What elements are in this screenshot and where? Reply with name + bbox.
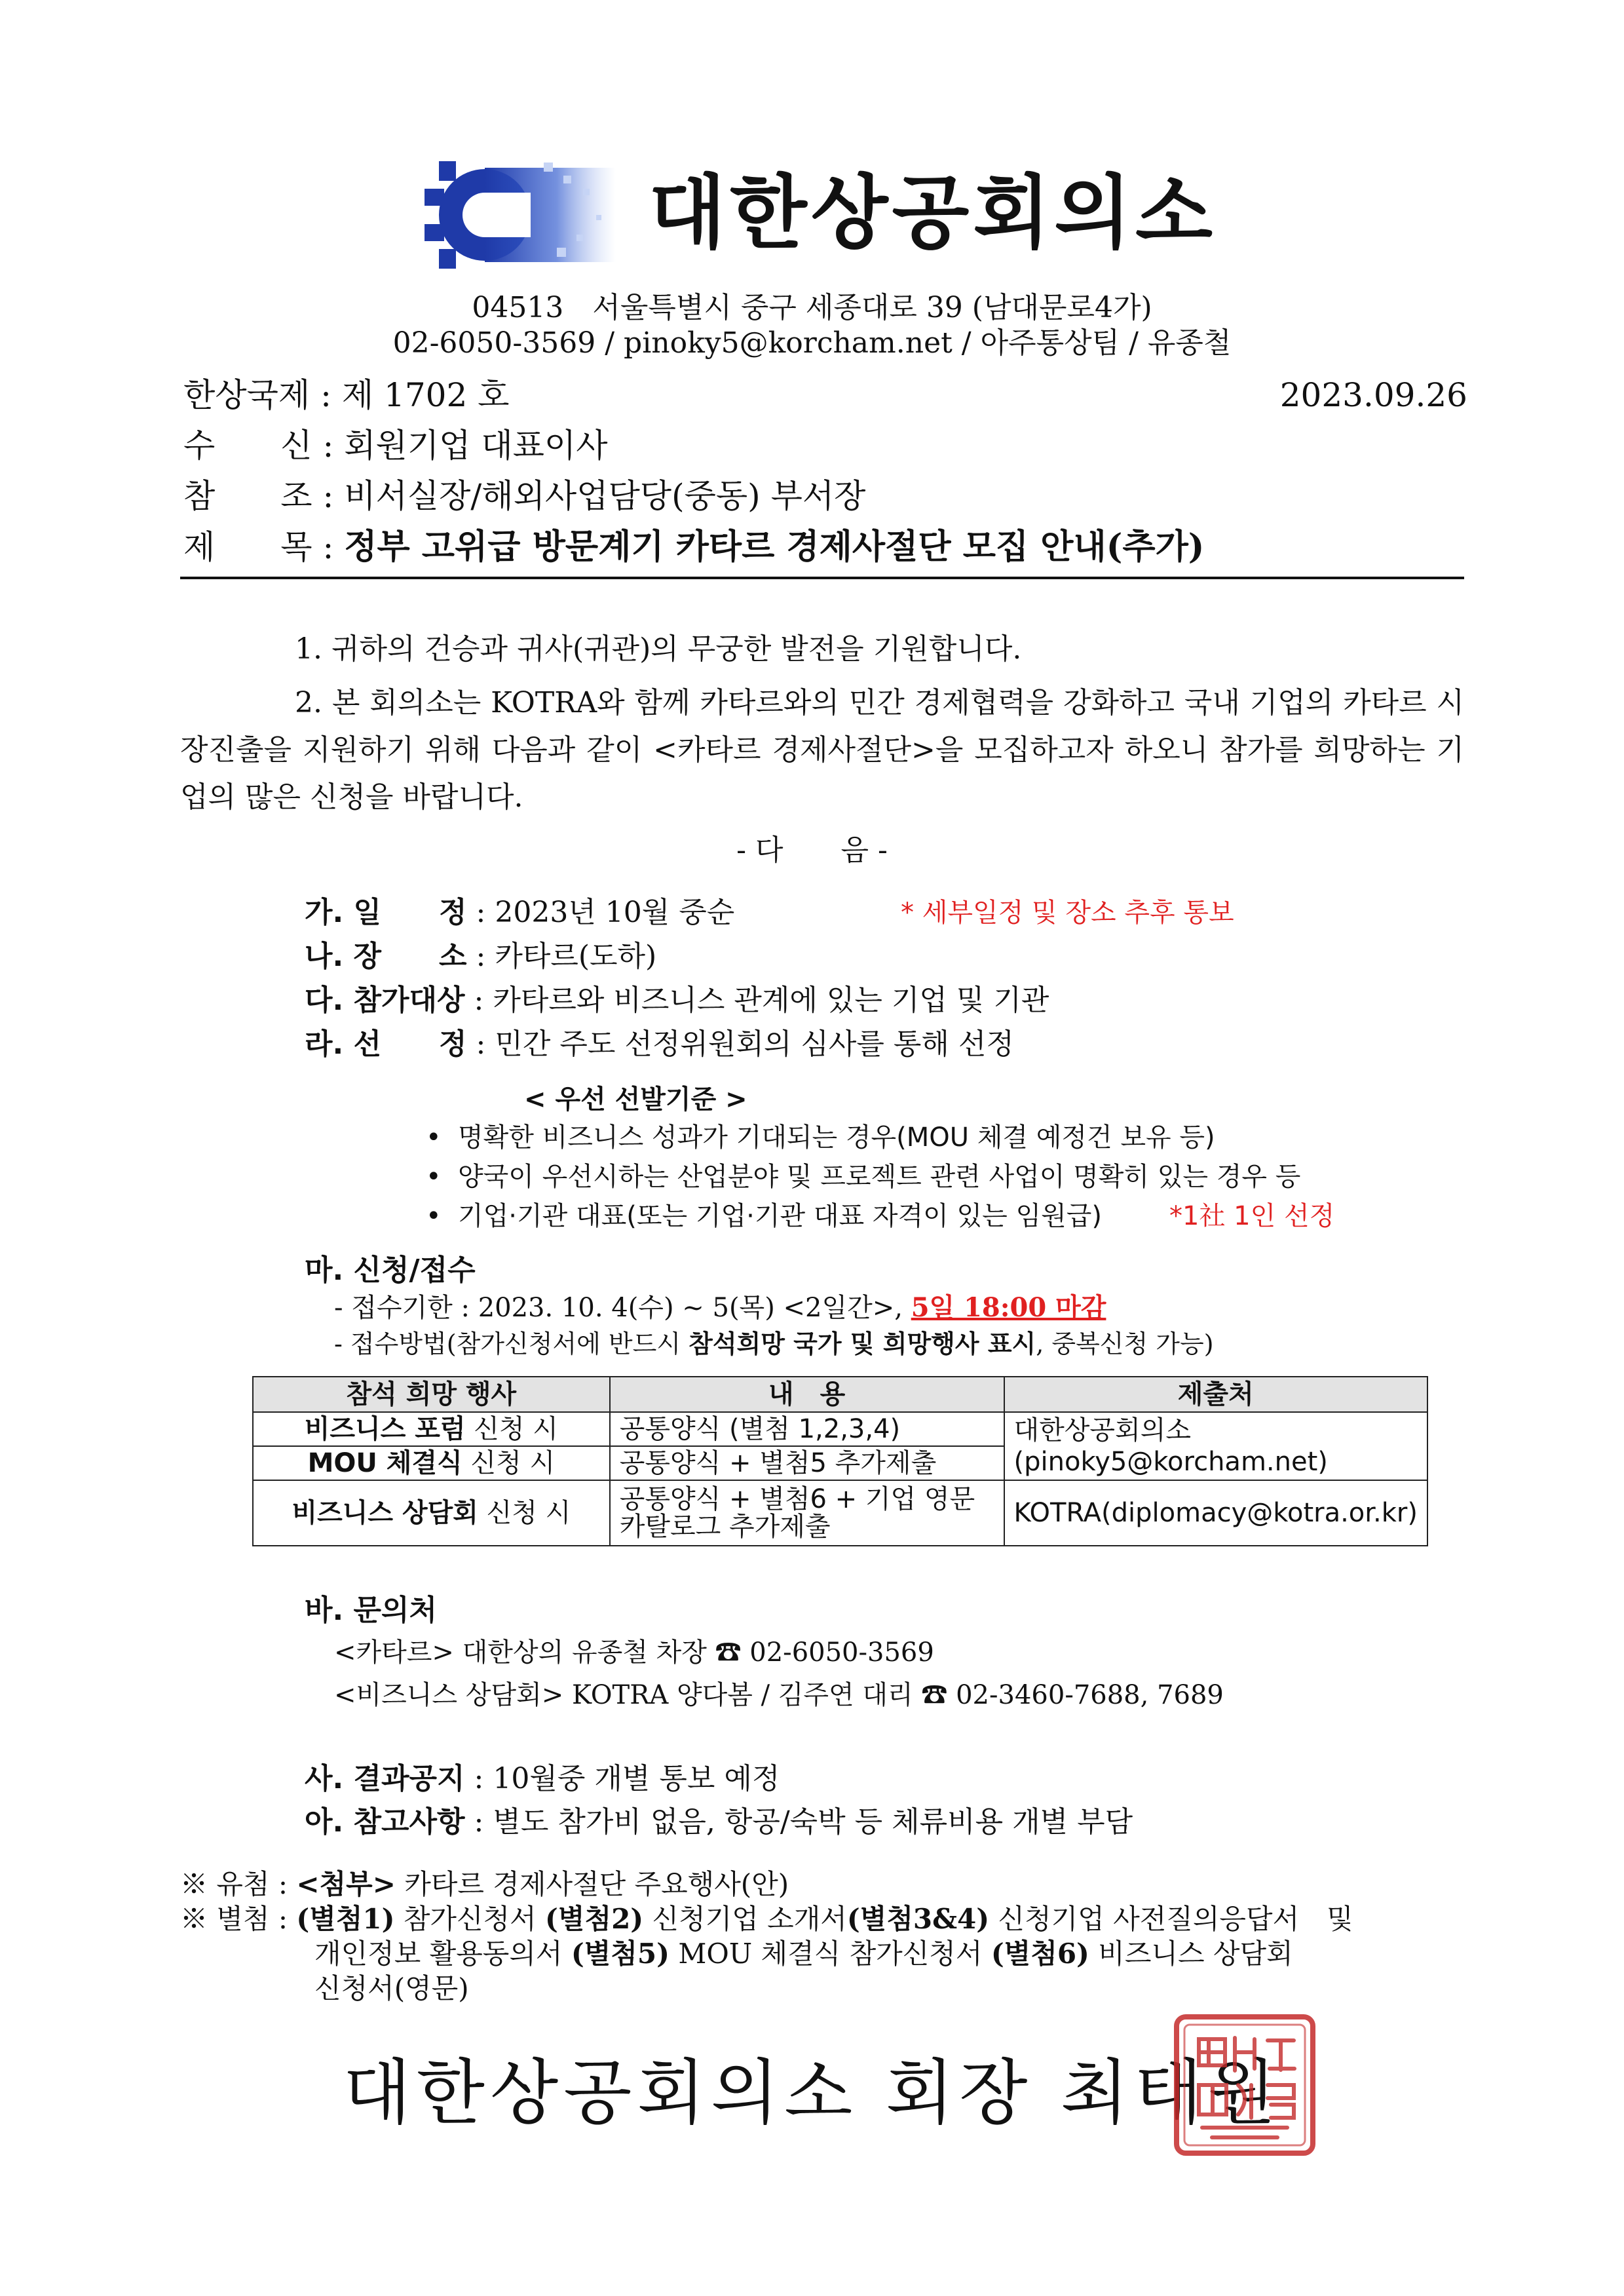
selection-value: : 민간 주도 선정위원회의 심사를 통해 선정 (466, 1027, 1014, 1061)
criteria-title: < 우선 선발기준 > (524, 1084, 747, 1115)
schedule-label: 가. 일 정 (305, 896, 467, 929)
subject-label: 제 목 : (183, 528, 345, 566)
item-schedule (305, 891, 734, 934)
table-header: 제출처 (1004, 1377, 1427, 1412)
event-suffix: 신청 시 (462, 1448, 556, 1478)
event-name: 비즈니스 포럼 (304, 1414, 466, 1444)
enclosure-text: 카타르 경제사절단 주요행사(안) (395, 1868, 789, 1900)
criteria-item: • 기업·기관 대표(또는 기업·기관 대표 자격이 있는 임원급) (426, 1201, 1103, 1231)
attachment-line (180, 1902, 1353, 1936)
target-label: 다. 참가대상 (305, 984, 465, 1017)
submit-kcci-name: 대한상공회의소 (1013, 1415, 1191, 1445)
item-target (305, 979, 1049, 1022)
attachment-line: 신청서(영문) (314, 1972, 469, 2004)
attachment-text: 신청기업 사전질의응답서 및 (989, 1903, 1353, 1935)
table-cell-event (253, 1412, 610, 1446)
signature-line: 대한상공회의소 회장 최태원 (343, 2052, 1281, 2134)
attachment-tag: (별첨3&4) (846, 1903, 990, 1935)
table-cell-content: 공통양식 + 별첨5 추가제출 (610, 1446, 1004, 1480)
attachment-text: 신청기업 소개서 (643, 1903, 847, 1935)
criteria-item: • 명확한 비즈니스 성과가 기대되는 경우(MOU 체결 예정건 보유 등) (426, 1122, 1215, 1153)
table-cell-content: 공통양식 (별첨 1,2,3,4) (610, 1412, 1004, 1446)
notes-label: 아. 참고사항 (305, 1805, 465, 1839)
table-cell-submit (1004, 1412, 1427, 1480)
target-value: : 카타르와 비즈니스 관계에 있는 기업 및 기관 (464, 984, 1049, 1017)
paragraph-greeting: 1. 귀하의 건승과 귀사(귀관)의 무궁한 발전을 기원합니다. (295, 632, 1022, 666)
schedule-note: * 세부일정 및 장소 추후 통보 (901, 898, 1234, 928)
attachment-text: 참가신청서 (394, 1903, 546, 1935)
reference-label: 참 조 : (183, 477, 345, 515)
apply-method-bold: 참석희망 국가 및 희망행사 표시 (689, 1329, 1036, 1358)
venue-value: : 카타르(도하) (466, 940, 657, 973)
recipient-row (183, 423, 608, 469)
apply-method (334, 1326, 1214, 1362)
announcement-label: 사. 결과공지 (305, 1762, 465, 1795)
event-name: 비즈니스 상담회 (292, 1498, 478, 1528)
inquiry-line: <카타르> 대한상의 유종철 차장 ☎ 02-6050-3569 (334, 1637, 934, 1668)
event-name: MOU 체결식 (307, 1448, 463, 1478)
event-suffix: 신청 시 (478, 1498, 571, 1528)
criteria-item: • 양국이 우선시하는 산업분야 및 프로젝트 관련 사업이 명확히 있는 경우 등 (426, 1162, 1301, 1192)
reference: 비서실장/해외사업담당(중동) 부서장 (344, 477, 866, 515)
item-inquiry (305, 1589, 437, 1632)
subject: 정부 고위급 방문계기 카타르 경제사절단 모집 안내(추가) (344, 527, 1205, 567)
criteria-note: *1社 1인 선정 (1169, 1201, 1335, 1231)
doc-date: 2023.09.26 (1279, 376, 1467, 414)
attachment-text: 비즈니스 상담회 (1089, 1938, 1293, 1970)
attachment-text: 개인정보 활용동의서 (314, 1938, 571, 1970)
table-row (253, 1480, 1427, 1546)
application-table (252, 1376, 1428, 1546)
doc-number-label: 한상국제 : (183, 376, 342, 414)
table-cell-content: 공통양식 + 별첨6 + 기업 영문 카탈로그 추가제출 (610, 1480, 1004, 1546)
item-notes (305, 1801, 1133, 1844)
apply-period (334, 1290, 1106, 1326)
item-announcement (305, 1757, 780, 1801)
attachment-tag: (별첨1) (296, 1903, 395, 1935)
org-logo-text: 대한상공회의소 (649, 166, 1217, 259)
item-apply (305, 1249, 476, 1292)
subject-divider (180, 577, 1464, 579)
apply-method-suffix: , 중복신청 가능) (1036, 1330, 1214, 1358)
selection-label: 라. 선 정 (305, 1027, 467, 1061)
table-cell-submit: KOTRA(diplomacy@kotra.or.kr) (1004, 1480, 1427, 1546)
enclosure-prefix: ※ 유첨 : (180, 1868, 297, 1900)
venue-label: 나. 장 소 (305, 940, 467, 973)
attachment-tag: (별첨6) (991, 1938, 1089, 1970)
apply-label: 마. 신청/접수 (305, 1253, 476, 1287)
apply-period-text: - 접수기한 : 2023. 10. 4(수) ~ 5(목) <2일간>, (334, 1293, 911, 1323)
item-selection (305, 1023, 1014, 1066)
table-cell-event (253, 1446, 610, 1480)
apply-deadline: 5일 18:00 마감 (911, 1292, 1106, 1323)
inquiry-label: 바. 문의처 (305, 1594, 438, 1627)
section-title: - 다 음 - (736, 833, 888, 867)
enclosure-line (180, 1867, 789, 1902)
announcement-value: : 10월중 개별 통보 예정 (464, 1762, 780, 1795)
paragraph-purpose: 2. 본 회의소는 KOTRA와 함께 카타르와의 민간 경제협력을 강화하고 국내 기업의 카타르 시장진출을 지원하기 위해 다음과 같이 <카타르 경제사절단>을 모집하고자 하오니 참가를 희망하는 기업의 많은 신청을 바랍니다. (180, 686, 1464, 814)
table-row (253, 1412, 1427, 1446)
address-line: 04513 서울특별시 중구 세종대로 39 (남대문로4가) (472, 291, 1152, 324)
official-seal-stamp (1173, 2013, 1317, 2157)
attachment-line (314, 1937, 1293, 1971)
item-venue (305, 935, 656, 978)
event-suffix: 신청 시 (465, 1414, 558, 1444)
attachment-tag: (별첨5) (571, 1938, 670, 1970)
apply-method-prefix: - 접수방법(참가신청서에 반드시 (334, 1330, 689, 1358)
table-header: 참석 희망 행사 (253, 1377, 610, 1412)
table-cell-event (253, 1480, 610, 1546)
reference-row (183, 473, 866, 519)
recipient-label: 수 신 : (183, 427, 345, 465)
attachment-text: MOU 체결식 참가신청서 (669, 1938, 991, 1970)
schedule-value: : 2023년 10월 중순 (466, 896, 735, 929)
notes-value: : 별도 참가비 없음, 항공/숙박 등 체류비용 개별 부담 (464, 1805, 1133, 1839)
enclosure-tag: <첨부> (296, 1868, 396, 1900)
table-header: 내 용 (610, 1377, 1004, 1412)
subject-row (183, 524, 1204, 570)
contact-line: 02-6050-3569 / pinoky5@korcham.net / 아주통상팀 / 유종철 (392, 326, 1232, 360)
submit-kcci-email: (pinoky5@korcham.net) (1013, 1447, 1328, 1477)
attachment-prefix: ※ 별첨 : (180, 1903, 297, 1935)
doc-number-row (183, 372, 509, 418)
attachment-tag: (별첨2) (545, 1903, 644, 1935)
inquiry-line: <비즈니스 상담회> KOTRA 양다봄 / 김주연 대리 ☎ 02-3460-7688, 7689 (334, 1680, 1224, 1710)
doc-number: 제 1702 호 (341, 376, 510, 414)
recipient: 회원기업 대표이사 (344, 427, 608, 465)
logo-gear-icon (419, 149, 616, 280)
table-header-row (253, 1377, 1427, 1412)
